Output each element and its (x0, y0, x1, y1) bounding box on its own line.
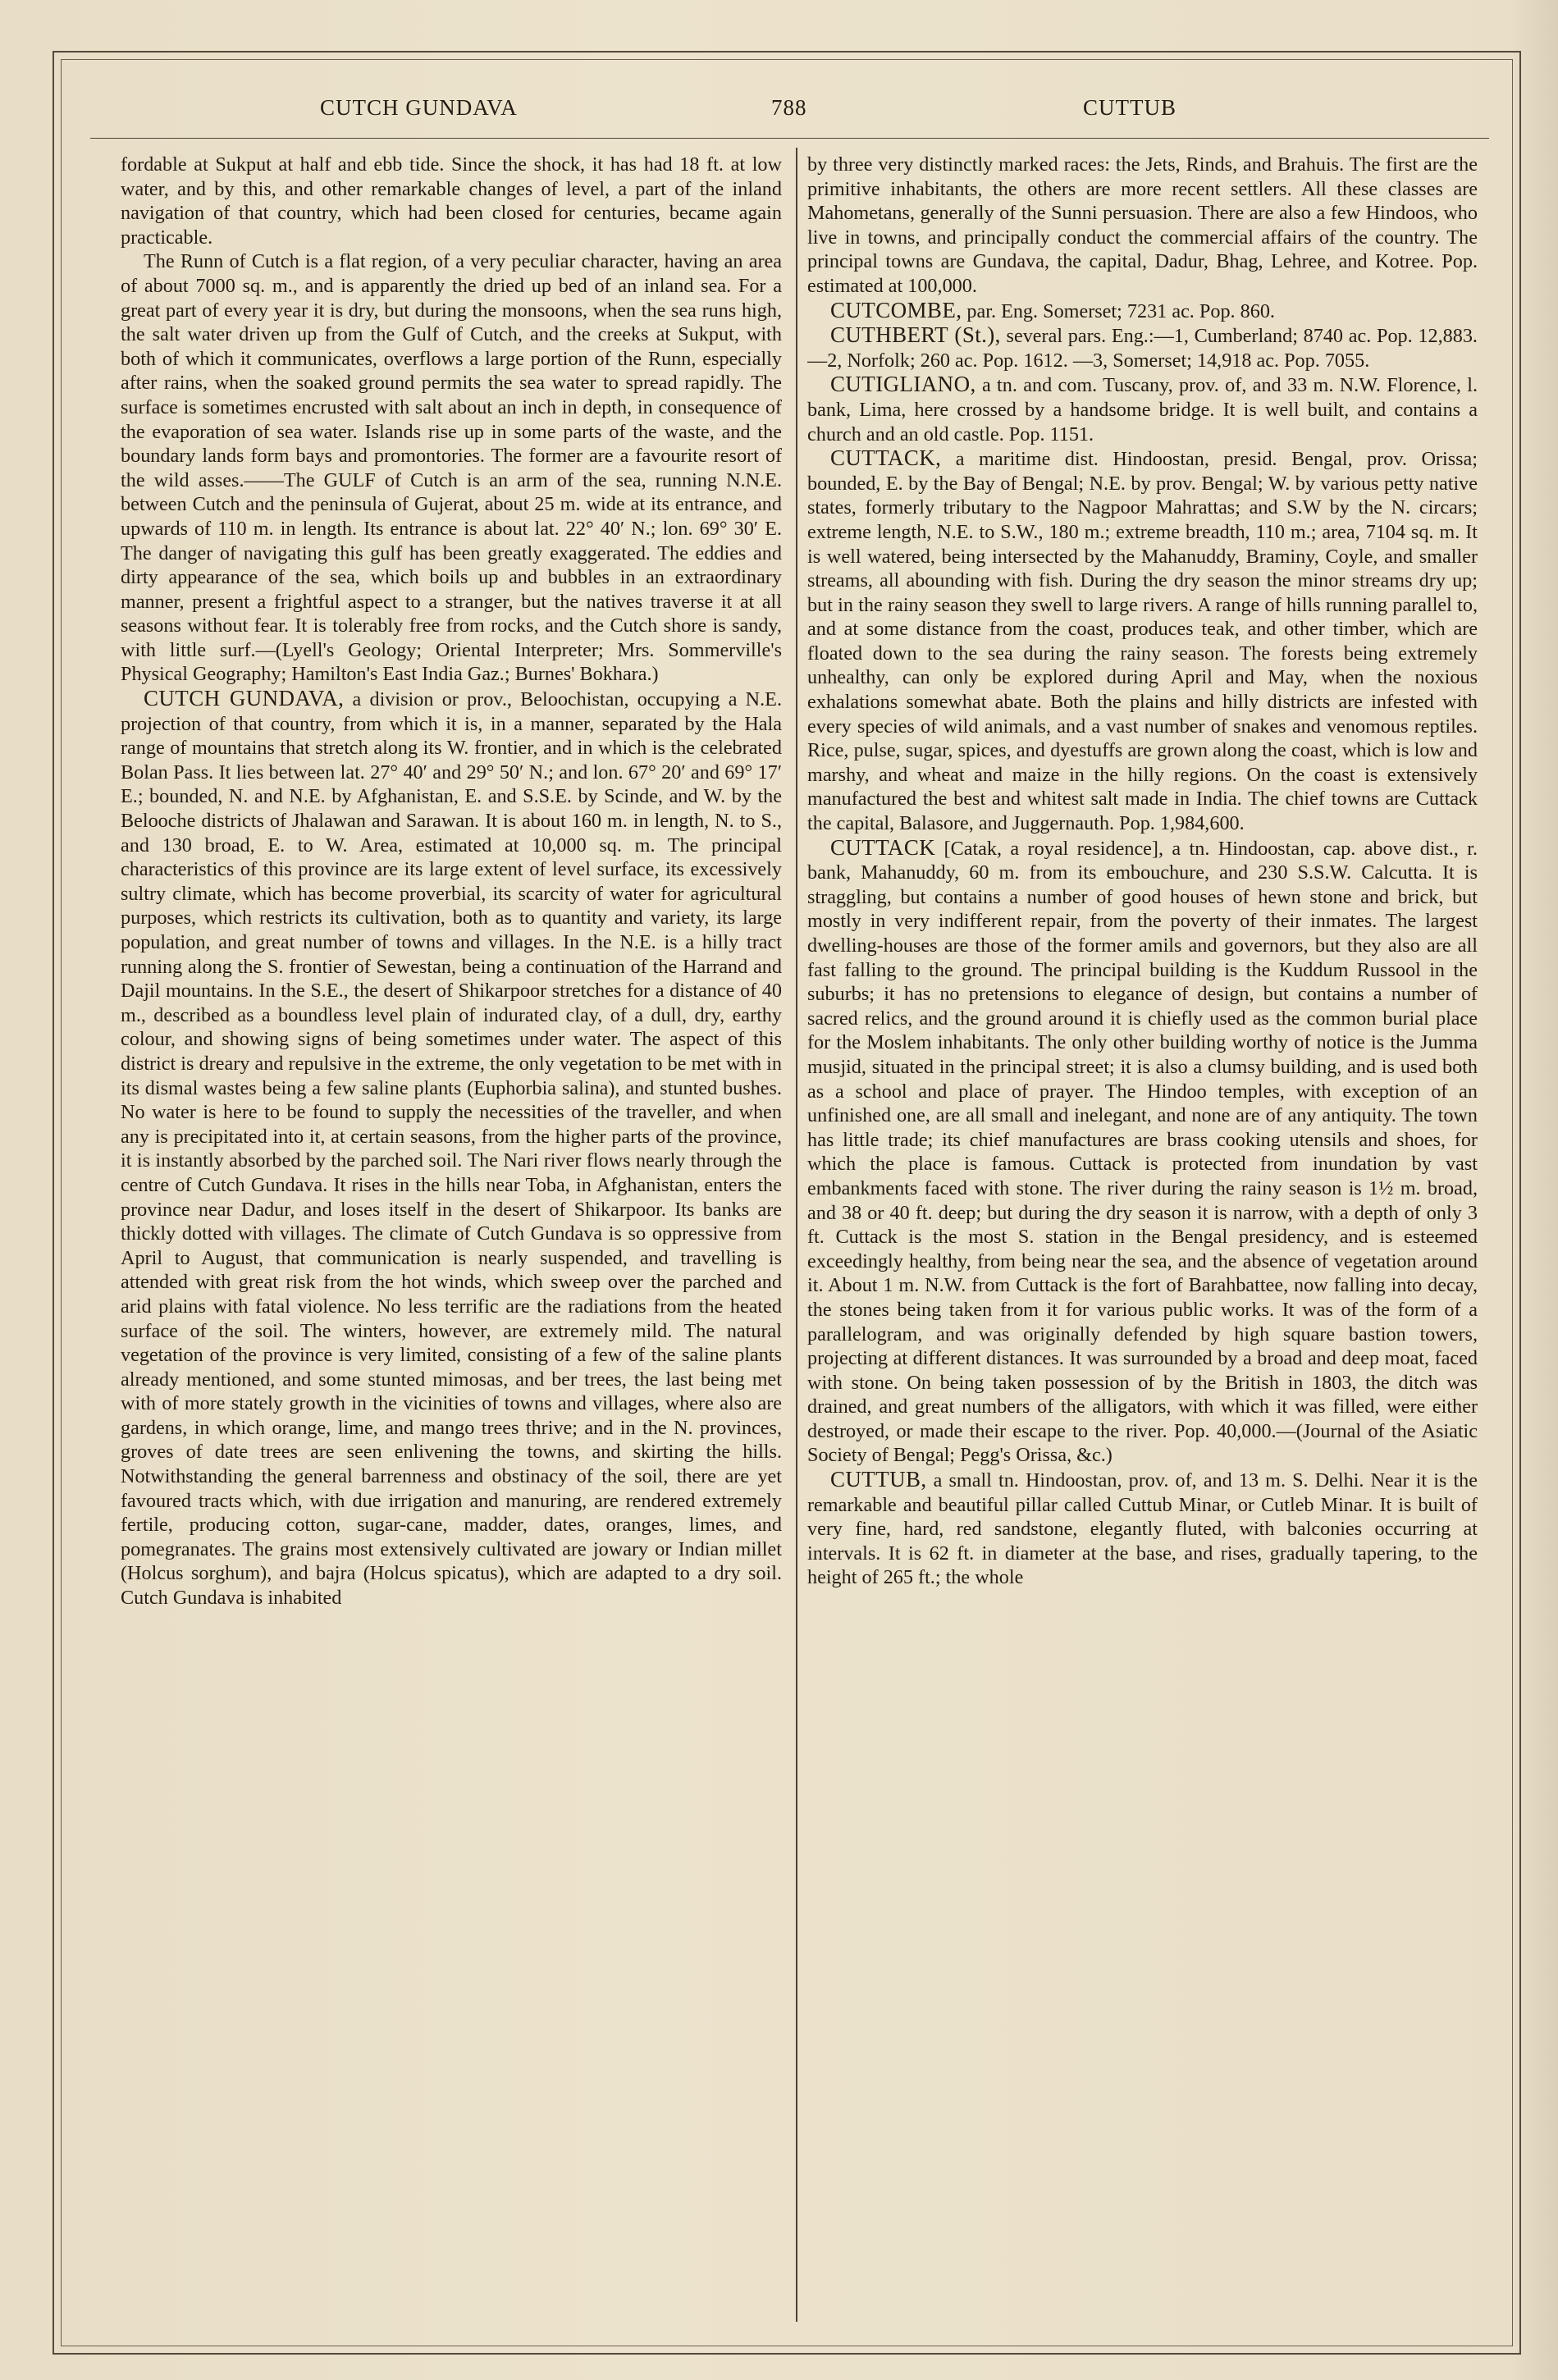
entry-cutigliano (807, 372, 1478, 446)
column-divider (796, 148, 797, 2322)
entry-headword: CUTTUB, (830, 1467, 927, 1492)
page-number: 788 (771, 95, 807, 120)
entry-body: several pars. Eng.:—1, Cumberland; 8740 ac. Pop. 12,883.—2, Norfolk; 260 ac. Pop. 1612. —3, Somerset; 14,918 ac. Pop. 7055. (807, 325, 1478, 372)
entry-cutch-gundava (121, 687, 782, 1610)
right-column (807, 153, 1478, 2318)
entry-body: par. Eng. Somerset; 7231 ac. Pop. 860. (962, 299, 1275, 322)
entry-cuttub (807, 1468, 1478, 1590)
entry-cuttack-town (807, 836, 1478, 1468)
entry-headword: CUTCH GUNDAVA, (144, 686, 345, 711)
entry-cuthbert (807, 323, 1478, 372)
page-edge-shading (1509, 0, 1558, 2380)
left-column (121, 153, 782, 2318)
header-rule (90, 138, 1489, 139)
entry-body: a small tn. Hindoostan, prov. of, and 13 m. S. Delhi. Near it is the remarkable and beautiful pillar called Cuttub Minar, or Cutleb Minar. It is built of very fine, hard, red sandstone, elegantly fluted, with balconies occurring at intervals. It is 62 ft. in diameter at the base, and rises, gradually tapering, to the height of 265 ft.; the whole (807, 1469, 1478, 1589)
entry-headword: CUTTACK, (830, 445, 942, 471)
entry-body: a maritime dist. Hindoostan, presid. Bengal, prov. Orissa; bounded, E. by the Bay of Bengal; N.E. by prov. Bengal; W. by various petty native states, formerly tributary to the Nagpoor Mahrattas; and S.W by the N. circars; extreme length, N.E. to S.W., 180 m.; extreme breadth, 110 m.; area, 7104 sq. m. It is well watered, being intersected by the Mahanuddy, Braminy, Coyle, and smaller streams, all abounding with fish. During the dry season the minor streams dry up; but in the rainy season they swell to large rivers. A range of hills running parallel to, and at some distance from the coast, produces teak, and other timber, which are floated down to the sea during the rainy season. The forests being extremely unhealthy, can only be explored during April and May, when the noxious exhalations somewhat abate. Both the plains and hilly districts are infested with every species of wild animals, and a vast number of snakes and venomous reptiles. Rice, pulse, sugar, spices, and dyestuffs are grown along the coast, which is low and marshy, and wheat and maize in the hilly regions. On the coast is extensively manufactured the best and whitest salt made in India. The chief towns are Cuttack the capital, Balasore, and Juggernauth. Pop. 1,984,600. (807, 448, 1478, 835)
paragraph-cutch-gundava-races: by three very distinctly marked races: the Jets, Rinds, and Brahuis. The first are the primitive inhabitants, the others are more recent settlers. All these classes are Mahometans, generally of the Sunni persuasion. There are also a few Hindoos, who live in towns, and principally conduct the commercial affairs of the country. The principal towns are Gundava, the capital, Dadur, Bhag, Lehree, and Kotree. Pop. estimated at 100,000. (807, 153, 1478, 297)
entry-cuttack-district (807, 446, 1478, 836)
running-header (90, 95, 1485, 131)
entry-body: a tn. and com. Tuscany, prov. of, and 33 m. N.W. Florence, l. bank, Lima, here crossed by a handsome bridge. It is well built, and contains a church and an old castle. Pop. 1151. (807, 374, 1478, 445)
entry-headword: CUTHBERT (St.), (830, 322, 1001, 348)
header-left-guideword: CUTCH GUNDAVA (320, 95, 518, 120)
paragraph-runn-of-cutch: The Runn of Cutch is a flat region, of a very peculiar character, having an area of about 7000 sq. m., and is apparently the dried up bed of an inland sea. For a great part of every year it is dry, but during the monsoons, when the sea runs high, the salt water driven up from the Gulf of Cutch, and the creeks at Sukput, with both of which it communicates, overflows a large portion of the Runn, especially after rains, when the soaked ground permits the sea water to spread rapidly. The surface is sometimes encrusted with salt about an inch in depth, in consequence of the evaporation of sea water. Islands rise up in some parts of the waste, and the boundary lands form bays and promontories. The former are a favourite resort of the wild asses.——The GULF of Cutch is an arm of the sea, running N.N.E. between Cutch and the peninsula of Gujerat, about 25 m. wide at its entrance, and upwards of 110 m. in length. Its entrance is about lat. 22° 40′ N.; lon. 69° 30′ E. The danger of navigating this gulf has been greatly exaggerated. The eddies and dirty appearance of the sea, which boils up and bubbles in an extraordinary manner, present a frightful aspect to a stranger, but the natives traverse it at all seasons without fear. It is tolerably free from rocks, and the Cutch shore is sandy, with little surf.—(Lyell's Geology; Oriental Interpreter; Mrs. Sommerville's Physical Geography; Hamilton's East India Gaz.; Burnes' Bokhara.) (121, 250, 782, 686)
entry-headword: CUTTACK (830, 834, 936, 860)
paragraph-sukput-tide: fordable at Sukput at half and ebb tide. Since the shock, it has had 18 ft. at low water, and by this, and other remarkable changes of level, a part of the inland navigation of that country, which had been closed for centuries, became again practicable. (121, 153, 782, 249)
entry-headword: CUTCOMBE, (830, 297, 962, 322)
entry-cutcombe (807, 299, 1478, 324)
entry-body: [Catak, a royal residence], a tn. Hindoostan, cap. above dist., r. bank, Mahanuddy, 60 m. from its embouchure, and 230 S.S.W. Calcutta. It is straggling, but contains a number of good houses of hewn stone and brick, but mostly in very indifferent repair, from the poverty of their inmates. The largest dwelling-houses are those of the former amils and governors, but they also are all fast falling to the ground. The principal building is the Kuddum Russool in the suburbs; it has no pretensions to elegance of design, but contains a number of sacred relics, and the ground around it is chiefly used as the common burial place for the Moslem inhabitants. The only other building worthy of notice is the Jumma musjid, situated in the principal street; it is also a clumsy building, and is used both as a school and place of prayer. The Hindoo temples, with exception of an unfinished one, are all small and inelegant, and none are of any antiquity. The town has little trade; its chief manufactures are brass cooking utensils and shoes, for which the place is famous. Cuttack is protected from inundation by vast embankments faced with stone. The river during the rainy season is 1½ m. broad, and 38 or 40 ft. deep; but during the dry season it is narrow, with a depth of only 3 ft. Cuttack is the most S. station in the Bengal presidency, and is esteemed exceedingly healthy, from being near the sea, and the absence of vegetation around it. About 1 m. N.W. from Cuttack is the fort of Barahbattee, now falling into decay, the stones being taken from it for various public works. It was of the form of a parallelogram, and was originally defended by high square bastion towers, projecting at different distances. It was surrounded by a broad and deep moat, faced with stone. On being taken possession of by the British in 1803, the ditch was drained, and great numbers of the alligators, with which it was filled, were either destroyed, or made their escape to the river. Pop. 40,000.—(Journal of the Asiatic Society of Bengal; Pegg's Orissa, &c.) (807, 837, 1478, 1467)
header-right-guideword: CUTTUB (1083, 95, 1176, 120)
entry-headword: CUTIGLIANO, (830, 372, 976, 397)
entry-body: a division or prov., Beloochistan, occupying a N.E. projection of that country, from which it is, in a manner, separated by the Hala range of mountains that stretch along its W. frontier, and in which is the celebrated Bolan Pass. It lies between lat. 27° 40′ and 29° 50′ N.; and lon. 67° 20′ and 69° 17′ E.; bounded, N. and N.E. by Afghanistan, E. and S.S.E. by Scinde, and W. by the Belooche districts of Jhalawan and Sarawan. It is about 160 m. in length, N. to S., and 130 broad, E. to W. Area, estimated at 10,000 sq. m. The principal characteristics of this province are its large extent of level surface, its excessively sultry climate, which has become proverbial, its scarcity of water for agricultural purposes, which restricts its cultivation, both as to quantity and variety, its large population, and great number of towns and villages. In the N.E. is a hilly tract running along the S. frontier of Sewestan, being a continuation of the Harrand and Dajil mountains. In the S.E., the desert of Shikarpoor stretches for a distance of 40 m., described as a boundless level plain of indurated clay, of a dull, dry, earthy colour, and showing signs of being sometimes under water. The aspect of this district is dreary and repulsive in the extreme, the only vegetation to be met with in its dismal wastes being a few saline plants (Euphorbia salina), and stunted bushes. No water is here to be found to supply the necessities of the traveller, and when any is precipitated into it, at certain seasons, from the higher parts of the province, it is instantly absorbed by the parched soil. The Nari river flows nearly through the centre of Cutch Gundava. It rises in the hills near Toba, in Afghanistan, enters the province near Dadur, and loses itself in the desert of Shikarpoor. Its banks are thickly dotted with villages. The climate of Cutch Gundava is so oppressive from April to August, that communication is nearly suspended, and travelling is attended with great risk from the hot winds, which sweep over the parched and arid plains with fatal violence. No less terrific are the radiations from the heated surface of the soil. The winters, however, are extremely mild. The natural vegetation of the province is very limited, consisting of a few of the saline plants already mentioned, and some stunted mimosas, and ber trees, the last being met with of more stately growth in the vicinities of towns and villages, where also are gardens, in which orange, lime, and mango trees thrive; and in the N. provinces, groves of date trees are seen enlivening the towns, and skirting the hills. Notwithstanding the general barrenness and obstinacy of the soil, there are yet favoured tracts which, with due irrigation and manuring, are rendered extremely fertile, producing cotton, sugar-cane, madder, dates, oranges, limes, and pomegranates. The grains most extensively cultivated are jowary or Indian millet (Holcus sorghum), and bajra (Holcus spicatus), which are adapted to a dry soil. Cutch Gundava is inhabited (121, 688, 782, 1610)
